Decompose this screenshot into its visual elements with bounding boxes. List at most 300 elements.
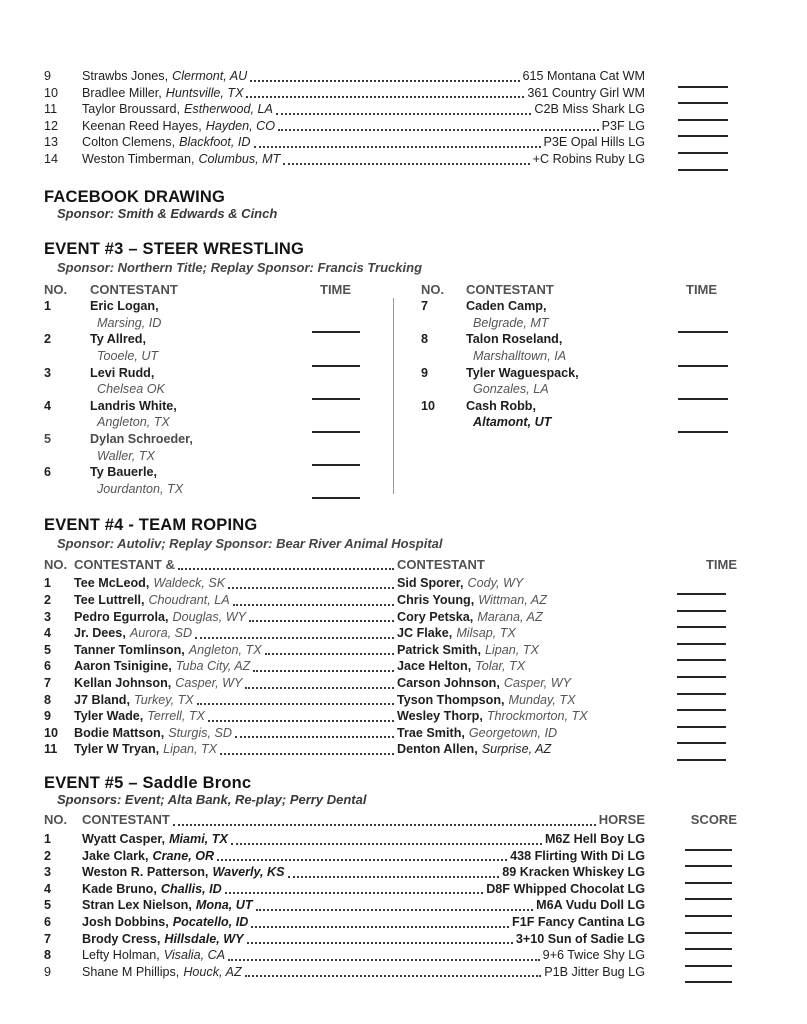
contestant-number: 4 <box>44 881 52 896</box>
header-contestant <box>74 658 250 675</box>
entry-number: 9 <box>44 69 52 83</box>
header-city: Turkey, TX <box>134 692 194 707</box>
heeler-city: Georgetown, ID <box>468 725 558 740</box>
contestant-city: Marsing, ID <box>97 315 162 330</box>
header-name: J7 Bland, <box>74 692 130 707</box>
horse-name: C2B Miss Shark LG <box>534 102 645 117</box>
heeler-city: Wittman, AZ <box>478 592 547 607</box>
heeler-contestant <box>397 609 677 626</box>
time-blank-cell <box>677 739 737 741</box>
horse-name: 361 Country Girl WM <box>527 85 645 100</box>
heeler-name: Tyson Thompson, <box>397 692 505 707</box>
heeler-name: Chris Young, <box>397 592 475 607</box>
contestant-city: Jourdanton, TX <box>97 481 184 496</box>
no-header: NO. <box>421 281 445 297</box>
score-blank-line <box>678 135 728 137</box>
heeler-city: Casper, WY <box>503 675 572 690</box>
bronc-row <box>44 864 737 881</box>
contestant-number: 2 <box>44 848 52 863</box>
heeler-name: Wesley Thorp, <box>397 709 483 724</box>
contestant-city: Angleton, TX <box>97 415 170 430</box>
score-blank-cell <box>645 132 737 134</box>
time-blank-cell <box>677 756 737 758</box>
contestant-name: Dylan Schroeder, <box>90 431 193 446</box>
team-row <box>44 725 737 742</box>
score-blank-cell <box>645 879 737 881</box>
contestant-city: Clermont, AU <box>172 69 248 83</box>
entry-number: 10 <box>44 85 59 100</box>
time-blank-cell <box>677 623 737 625</box>
score-blank-cell <box>645 862 737 864</box>
contestant-name-city <box>82 881 222 898</box>
team-number: 11 <box>44 742 58 757</box>
score-blank-line <box>685 882 732 884</box>
dot-leader <box>253 670 394 672</box>
contestant-name: Colton Clemens, <box>82 135 176 150</box>
header-city: Tuba City, AZ <box>175 659 251 674</box>
time-blank-cell <box>312 298 390 331</box>
heeler-city: Surprise, AZ <box>481 742 552 757</box>
time-header: TIME <box>320 281 352 297</box>
header-contestant <box>74 708 205 725</box>
facebook-drawing-section <box>44 188 737 223</box>
bronc-row <box>44 931 737 948</box>
contestant-name: Taylor Broussard, <box>82 102 180 117</box>
contestant-city: Chelsea OK <box>97 382 165 397</box>
no-header: NO. <box>44 556 68 572</box>
dot-leader <box>195 637 394 639</box>
horse-name: 89 Kracken Whiskey LG <box>502 865 645 880</box>
horse-name: D8F Whipped Chocolat LG <box>486 881 645 896</box>
entry-row <box>44 118 737 135</box>
contestant-city: Blackfoot, ID <box>179 135 251 150</box>
contestant-number: 8 <box>421 332 429 347</box>
entry-number: 12 <box>44 118 59 133</box>
contestant-name: Caden Camp, <box>466 299 547 314</box>
bronc-row <box>44 881 737 898</box>
contestant-name-city <box>82 134 251 151</box>
time-blank-line <box>677 709 726 711</box>
header-contestant <box>74 592 230 609</box>
heeler-name: Patrick Smith, <box>397 642 481 657</box>
horse-name: +C Robins Ruby LG <box>532 151 645 166</box>
heeler-city: Tolar, TX <box>475 659 526 674</box>
bronc-row <box>44 848 737 865</box>
time-blank-line <box>312 464 360 466</box>
event3-columns <box>44 282 737 498</box>
contestant-number: 6 <box>44 914 52 929</box>
time-blank-cell <box>312 398 390 431</box>
header-city: Angleton, TX <box>188 642 262 657</box>
team-row <box>44 625 737 642</box>
contestant-name: Strawbs Jones, <box>82 69 169 83</box>
score-header: SCORE <box>690 812 737 828</box>
heeler-contestant <box>397 658 677 675</box>
time-blank-cell <box>677 640 737 642</box>
event5-saddle-bronc-section <box>44 774 737 980</box>
heeler-name: Trae Smith, <box>397 725 465 740</box>
contestant-city: Altamont, UT <box>473 415 552 430</box>
contestant-city: Visalia, CA <box>163 948 226 963</box>
score-blank-cell <box>645 945 737 947</box>
score-blank-line <box>678 86 728 88</box>
time-blank-line <box>678 365 728 367</box>
contestant-name: Eric Logan, <box>90 299 159 314</box>
contestant-city: Houck, AZ <box>183 964 242 979</box>
team-row <box>44 575 737 592</box>
contestant-name-city <box>82 947 225 964</box>
heeler-contestant <box>397 575 677 592</box>
contestant-name: Weston Timberman, <box>82 151 195 166</box>
time-blank-line <box>677 726 726 728</box>
contestant-number: 7 <box>44 931 52 946</box>
contestant-number: 2 <box>44 332 52 347</box>
horse-name: F1F Fancy Cantina LG <box>512 914 645 929</box>
contestant-block <box>421 298 737 331</box>
time-blank-cell <box>677 690 737 692</box>
contestant-city: Columbus, MT <box>198 151 281 166</box>
contestant-city: Pocatello, ID <box>172 914 249 929</box>
facebook-drawing-title: FACEBOOK DRAWING <box>44 187 226 206</box>
header-contestant <box>74 741 217 758</box>
dot-leader <box>247 942 513 944</box>
horse-name: P3E Opal Hills LG <box>543 135 645 150</box>
header-contestant <box>74 692 194 709</box>
contestant-city: Miami, TX <box>169 832 228 846</box>
header-name: Jr. Dees, <box>74 626 126 641</box>
event4-rows <box>44 575 737 758</box>
contestant-city: Hayden, CO <box>205 118 276 133</box>
header-city: Choudrant, LA <box>148 592 230 607</box>
score-blank-cell <box>645 912 737 914</box>
header-contestant-header: CONTESTANT & <box>74 556 175 572</box>
header-contestant <box>74 725 232 742</box>
contestant-name: Brody Cress, <box>82 931 161 946</box>
heeler-name: Cory Petska, <box>397 609 474 624</box>
dot-leader <box>217 859 507 861</box>
bronc-row <box>44 947 737 964</box>
time-blank-line <box>677 659 726 661</box>
contestant-city: Crane, OR <box>152 848 215 863</box>
header-name: Tanner Tomlinson, <box>74 642 185 657</box>
bronc-row <box>44 964 737 981</box>
team-number: 8 <box>44 692 52 707</box>
heeler-name: Sid Sporer, <box>397 576 464 591</box>
contestant-name: Stran Lex Nielson, <box>82 898 192 913</box>
heeler-contestant <box>397 625 677 642</box>
heeler-contestant <box>397 592 677 609</box>
contestant-city: Mona, UT <box>195 898 253 913</box>
team-row <box>44 708 737 725</box>
time-blank-line <box>677 610 726 612</box>
time-blank-line <box>677 593 726 595</box>
contestant-name: Ty Allred, <box>90 332 146 347</box>
contestant-header: CONTESTANT <box>466 281 554 297</box>
team-row <box>44 658 737 675</box>
header-city: Aurora, SD <box>129 626 193 641</box>
score-blank-cell <box>645 929 737 931</box>
contestant-number: 9 <box>44 964 52 979</box>
dot-leader <box>288 876 500 878</box>
time-blank-cell <box>677 590 737 592</box>
event5-sponsor: Sponsors: Event; Alta Bank, Re-play; Perry Dental <box>57 791 367 807</box>
score-blank-line <box>685 965 732 967</box>
contestant-name: Landris White, <box>90 398 177 413</box>
contestant-name-city <box>82 118 275 135</box>
entry-number: 14 <box>44 151 59 166</box>
no-header: NO. <box>44 812 68 828</box>
heeler-contestant <box>397 675 677 692</box>
time-blank-line <box>677 676 726 678</box>
dot-leader <box>228 587 394 589</box>
contestant-name-city <box>82 831 228 848</box>
event3-right-header <box>421 282 737 299</box>
time-blank-line <box>677 759 726 761</box>
score-blank-line <box>678 152 728 154</box>
time-header: TIME <box>686 281 718 297</box>
event3-left-header <box>44 282 390 299</box>
team-number: 9 <box>44 709 52 724</box>
header-name: Bodie Mattson, <box>74 725 165 740</box>
time-blank-cell <box>677 673 737 675</box>
contestant-block <box>44 431 390 464</box>
top-entries-list <box>44 68 737 168</box>
contestant-number: 4 <box>44 398 52 413</box>
heeler-city: Cody, WY <box>467 576 524 591</box>
contestant-number: 5 <box>44 431 52 446</box>
dot-leader <box>278 129 599 131</box>
score-blank-cell <box>645 99 737 101</box>
horse-name: M6Z Hell Boy LG <box>544 832 645 846</box>
dot-leader <box>178 568 394 570</box>
contestant-name: Levi Rudd, <box>90 365 155 380</box>
time-blank-line <box>312 398 360 400</box>
dot-leader <box>231 843 542 845</box>
contestant-block <box>44 398 390 431</box>
heeler-city: Lipan, TX <box>485 642 539 657</box>
contestant-name: Shane M Phillips, <box>82 964 180 979</box>
horse-name: 9+6 Twice Shy LG <box>542 948 645 963</box>
contestant-name: Cash Robb, <box>466 398 536 413</box>
header-name: Tee Luttrell, <box>74 592 145 607</box>
entry-number: 11 <box>44 102 58 117</box>
dot-leader <box>254 146 541 148</box>
time-blank-cell <box>677 656 737 658</box>
horse-name: M6A Vudu Doll LG <box>536 898 645 913</box>
header-city: Lipan, TX <box>163 742 218 757</box>
contestant-name: Ty Bauerle, <box>90 465 157 480</box>
header-contestant <box>74 642 262 659</box>
team-number: 10 <box>44 725 59 740</box>
contestant-block <box>44 298 390 331</box>
score-blank-line <box>678 102 728 104</box>
score-blank-cell <box>645 978 737 980</box>
heeler-contestant <box>397 708 677 725</box>
horse-name: P1B Jitter Bug LG <box>544 964 645 979</box>
team-row <box>44 692 737 709</box>
time-blank-cell <box>677 706 737 708</box>
contestant-name: Talon Roseland, <box>466 332 563 347</box>
contestant-city: Gonzales, LA <box>473 382 549 397</box>
score-blank-line <box>678 169 728 171</box>
time-blank-cell <box>312 431 390 464</box>
event4-header-row <box>44 557 737 574</box>
contestant-block <box>421 398 737 431</box>
dot-leader <box>197 703 394 705</box>
score-blank-line <box>685 948 732 950</box>
horse-name: P3F LG <box>601 118 645 133</box>
contestant-name-city <box>82 964 242 981</box>
time-blank-line <box>678 398 728 400</box>
time-blank-cell <box>678 331 737 364</box>
event3-left-rows <box>44 298 390 497</box>
heeler-name: Jace Helton, <box>397 659 472 674</box>
heeler-contestant-header: CONTESTANT <box>397 556 485 572</box>
contestant-block <box>421 365 737 398</box>
contestant-name-city <box>82 848 214 865</box>
header-contestant <box>74 609 246 626</box>
dot-leader <box>250 80 519 82</box>
event5-rows <box>44 831 737 980</box>
score-blank-cell <box>645 166 737 168</box>
contestant-number: 1 <box>44 832 52 846</box>
score-blank-cell <box>645 962 737 964</box>
team-number: 4 <box>44 626 52 641</box>
time-blank-line <box>312 431 360 433</box>
dot-leader <box>245 975 542 977</box>
event3-steer-wrestling-section <box>44 240 737 497</box>
heeler-contestant <box>397 725 677 742</box>
time-blank-cell <box>312 464 390 497</box>
team-number: 5 <box>44 642 52 657</box>
heeler-city: Munday, TX <box>508 692 576 707</box>
team-number: 6 <box>44 659 52 674</box>
time-blank-cell <box>678 398 737 431</box>
contestant-number: 5 <box>44 898 52 913</box>
contestant-header: CONTESTANT <box>82 812 170 828</box>
dot-leader <box>235 736 394 738</box>
event4-sponsor: Sponsor: Autoliv; Replay Sponsor: Bear River Animal Hospital <box>57 536 443 552</box>
time-blank-line <box>677 742 726 744</box>
contestant-name-city <box>82 914 248 931</box>
facebook-drawing-sponsor: Sponsor: Smith & Edwards & Cinch <box>57 205 278 221</box>
contestant-number: 9 <box>421 365 429 380</box>
contestant-name: Bradlee Miller, <box>82 85 162 100</box>
event3-left-column <box>44 282 390 498</box>
header-name: Tyler Wade, <box>74 709 144 724</box>
contestant-header: CONTESTANT <box>90 281 178 297</box>
dot-leader <box>276 113 532 115</box>
bronc-row <box>44 897 737 914</box>
time-blank-line <box>312 365 360 367</box>
contestant-name: Josh Dobbins, <box>82 914 169 929</box>
dot-leader <box>283 163 529 165</box>
score-blank-cell <box>645 83 737 85</box>
dot-leader <box>251 926 509 928</box>
score-blank-cell <box>645 149 737 151</box>
team-number: 7 <box>44 675 52 690</box>
contestant-city: Challis, ID <box>160 881 222 896</box>
contestant-city: Estherwood, LA <box>184 102 273 117</box>
contestant-name-city <box>82 151 280 168</box>
contestant-number: 10 <box>421 398 436 413</box>
contestant-block <box>421 331 737 364</box>
contestant-name: Keenan Reed Hayes, <box>82 118 202 133</box>
contestant-name-city <box>82 68 247 85</box>
score-blank-cell <box>645 846 737 848</box>
contestant-name-city <box>82 897 253 914</box>
score-blank-line <box>685 849 732 851</box>
heeler-contestant <box>397 642 677 659</box>
dot-leader <box>233 604 394 606</box>
header-contestant <box>74 575 225 592</box>
time-blank-line <box>678 331 728 333</box>
contestant-name: Wyatt Casper, <box>82 832 166 846</box>
header-name: Kellan Johnson, <box>74 675 172 690</box>
event4-team-roping-section <box>44 516 737 758</box>
dot-leader <box>249 620 394 622</box>
contestant-name: Kade Bruno, <box>82 881 157 896</box>
dot-leader <box>225 892 483 894</box>
event5-title: EVENT #5 – Saddle Bronc <box>44 773 252 792</box>
heeler-name: Denton Allen, <box>397 742 478 757</box>
time-blank-cell <box>312 365 390 398</box>
team-row <box>44 741 737 758</box>
score-blank-line <box>685 981 732 983</box>
header-city: Terrell, TX <box>147 709 205 724</box>
dot-leader <box>245 687 394 689</box>
event3-sponsor: Sponsor: Northern Title; Replay Sponsor: Francis Trucking <box>57 260 423 276</box>
contestant-name: Lefty Holman, <box>82 948 160 963</box>
contestant-name: Tyler Waguespack, <box>466 365 579 380</box>
heeler-city: Marana, AZ <box>477 609 543 624</box>
header-city: Waldeck, SK <box>153 576 226 591</box>
bronc-row <box>44 914 737 931</box>
score-blank-line <box>685 915 732 917</box>
contestant-name-city <box>82 864 285 881</box>
time-header: TIME <box>705 556 737 572</box>
contestant-number: 7 <box>421 299 429 314</box>
header-name: Tyler W Tryan, <box>74 742 160 757</box>
team-row <box>44 675 737 692</box>
event3-title: EVENT #3 – STEER WRESTLING <box>44 240 305 259</box>
score-blank-line <box>678 119 728 121</box>
header-city: Casper, WY <box>175 675 243 690</box>
header-city: Sturgis, SD <box>168 725 232 740</box>
entry-row <box>44 68 737 85</box>
contestant-city: Hillsdale, WY <box>164 931 244 946</box>
contestant-city: Tooele, UT <box>97 348 159 363</box>
contestant-number: 8 <box>44 948 52 963</box>
header-contestant <box>74 625 192 642</box>
contestant-name-city <box>82 931 244 948</box>
heeler-name: JC Flake, <box>397 626 453 641</box>
time-blank-cell <box>312 331 390 364</box>
team-row <box>44 642 737 659</box>
time-blank-cell <box>677 607 737 609</box>
dot-leader <box>256 909 534 911</box>
horse-name: 438 Flirting With Di LG <box>510 848 645 863</box>
entry-row <box>44 85 737 102</box>
contestant-name-city <box>82 85 243 102</box>
contestant-block <box>44 464 390 497</box>
horse-name: 615 Montana Cat WM <box>522 69 645 83</box>
contestant-block <box>44 365 390 398</box>
dot-leader <box>265 653 394 655</box>
dot-leader <box>220 753 394 755</box>
contestant-number: 3 <box>44 365 52 380</box>
contestant-name-city <box>82 101 273 118</box>
